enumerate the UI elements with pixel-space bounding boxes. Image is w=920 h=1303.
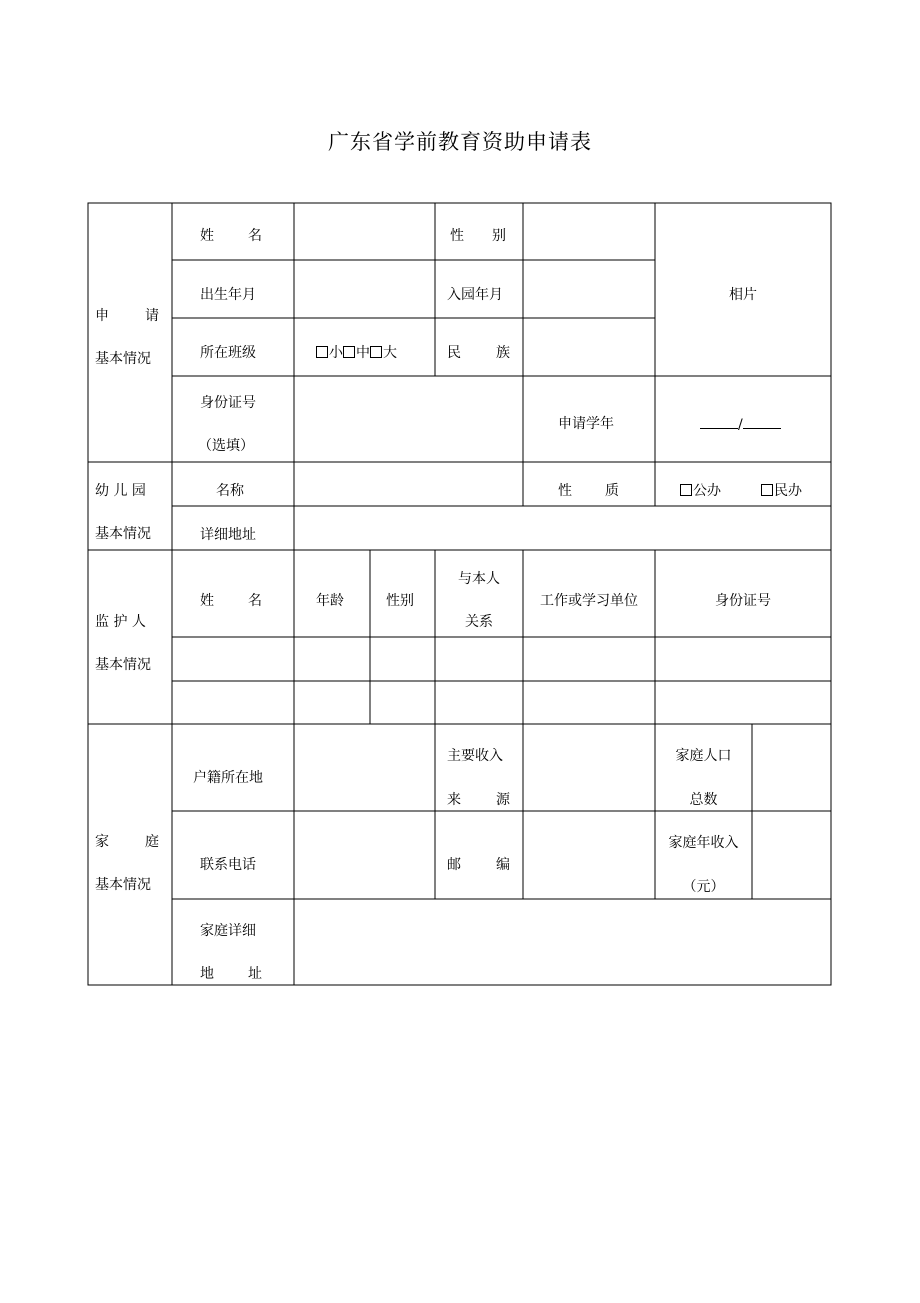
nature-private-checkbox[interactable] xyxy=(761,484,773,496)
income-source-label-line1: 主要收入 xyxy=(447,748,503,764)
family-population-label-line1: 家庭人口 xyxy=(675,748,732,764)
school-year-label: 申请学年 xyxy=(558,416,614,432)
class-label: 所在班级 xyxy=(200,345,256,361)
guardian-gender-label: 性别 xyxy=(386,593,414,609)
guardian-work-label: 工作或学习单位 xyxy=(540,593,638,609)
birth-date-label: 出生年月 xyxy=(200,287,256,303)
family-section-label: 基本情况 xyxy=(95,877,151,893)
family-section-char2: 庭 xyxy=(145,834,159,850)
annual-income-label-line2: （元） xyxy=(682,879,725,895)
form-title: 广东省学前教育资助申请表 xyxy=(328,130,592,154)
applicant-section-char1: 申 xyxy=(95,308,109,324)
nature-label-right: 质 xyxy=(605,483,619,499)
guardian-age-label: 年龄 xyxy=(316,593,344,609)
school-year-start-blank[interactable] xyxy=(700,414,738,429)
class-options xyxy=(316,343,397,363)
photo-label: 相片 xyxy=(729,287,757,303)
applicant-section-label: 基本情况 xyxy=(95,351,151,367)
zip-label-left: 邮 xyxy=(447,857,461,873)
phone-label: 联系电话 xyxy=(200,857,256,873)
family-section-char1: 家 xyxy=(95,834,109,850)
nature-public-checkbox[interactable] xyxy=(680,484,692,496)
nature-private-option[interactable] xyxy=(761,481,802,501)
family-address-label-right: 址 xyxy=(248,966,262,982)
family-address-label-left: 地 xyxy=(200,966,214,982)
guardian-name-label-left: 姓 xyxy=(200,593,214,609)
kindergarten-section-line1: 幼 儿 园 xyxy=(95,483,146,499)
kindergarten-address-label: 详细地址 xyxy=(200,527,256,543)
id-number-optional-label: （选填） xyxy=(198,438,254,454)
gender-label-left: 性 xyxy=(450,228,464,244)
hukou-label: 户籍所在地 xyxy=(193,770,263,786)
name-label-left: 姓 xyxy=(200,228,214,244)
annual-income-label-line1: 家庭年收入 xyxy=(668,835,739,851)
guardian-section-line2: 基本情况 xyxy=(95,657,151,673)
guardian-relation-label-line1: 与本人 xyxy=(458,571,500,587)
family-address-label-line1: 家庭详细 xyxy=(200,923,256,939)
class-small-checkbox[interactable] xyxy=(316,346,328,358)
ethnic-label-right: 族 xyxy=(496,345,510,361)
nature-public-option[interactable] xyxy=(680,481,721,501)
class-middle-label: 中 xyxy=(356,345,370,361)
ethnic-label-left: 民 xyxy=(447,345,461,361)
class-middle-checkbox[interactable] xyxy=(343,346,355,358)
nature-private-label: 民办 xyxy=(774,483,802,499)
income-source-label-right: 源 xyxy=(496,792,510,808)
kindergarten-section-line2: 基本情况 xyxy=(95,526,151,542)
kindergarten-name-label: 名称 xyxy=(216,483,244,499)
school-year-end-blank[interactable] xyxy=(743,414,781,429)
class-large-label: 大 xyxy=(383,345,397,361)
class-large-checkbox[interactable] xyxy=(370,346,382,358)
guardian-name-label-right: 名 xyxy=(248,593,262,609)
family-population-label-line2: 总数 xyxy=(689,792,718,808)
zip-label-right: 编 xyxy=(496,857,510,873)
class-small-label: 小 xyxy=(329,345,343,361)
guardian-relation-label-line2: 关系 xyxy=(465,614,493,630)
gender-label-right: 别 xyxy=(492,228,506,244)
school-year-separator: / xyxy=(738,417,743,433)
name-label-right: 名 xyxy=(248,228,262,244)
guardian-section-line1: 监 护 人 xyxy=(95,614,146,630)
guardian-id-label: 身份证号 xyxy=(715,593,771,609)
nature-label-left: 性 xyxy=(558,483,572,499)
income-source-label-left: 来 xyxy=(447,792,461,808)
school-year-field[interactable] xyxy=(700,414,781,435)
enroll-date-label: 入园年月 xyxy=(447,287,503,303)
applicant-section-char2: 请 xyxy=(145,308,159,324)
id-number-label: 身份证号 xyxy=(200,395,256,411)
nature-public-label: 公办 xyxy=(693,483,721,499)
